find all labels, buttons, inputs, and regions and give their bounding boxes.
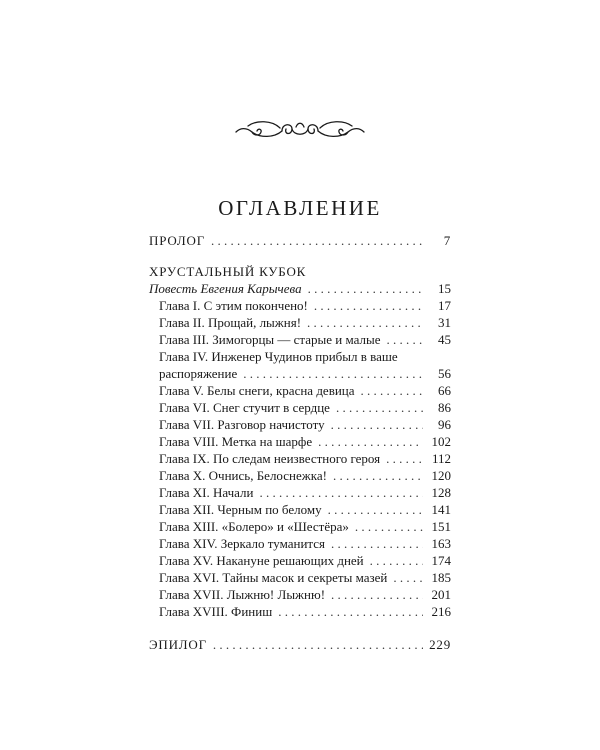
toc-chapter-10[interactable] — [159, 467, 451, 485]
toc-entry-label: Глава XIII. «Болеро» и «Шестёра» — [159, 519, 349, 534]
leader-dots — [314, 297, 423, 315]
toc-page-number: 112 — [431, 451, 451, 466]
leader-dots — [243, 365, 423, 383]
toc-page-number: 229 — [429, 637, 451, 652]
leader-dots — [328, 501, 423, 519]
toc-entry-label: Глава IX. По следам неизвестного героя — [159, 451, 381, 466]
toc-entry-label: Повесть Евгения Карычева — [149, 281, 302, 296]
flourish-ornament-icon — [230, 114, 370, 148]
toc-page-number: 151 — [431, 519, 451, 534]
page-title: ОГЛАВЛЕНИЕ — [218, 196, 382, 220]
toc-chapter-6[interactable] — [159, 399, 451, 417]
leader-dots — [318, 433, 423, 451]
leader-dots — [331, 535, 423, 553]
toc-chapter-15[interactable] — [159, 552, 451, 570]
toc-chapter-4[interactable] — [159, 365, 451, 383]
toc-page-number: 56 — [438, 366, 451, 381]
leader-dots — [336, 399, 423, 417]
toc-page-number: 45 — [438, 332, 451, 347]
toc-entry-label: Глава XV. Накануне решающих дней — [159, 553, 364, 568]
leader-dots — [213, 636, 423, 654]
toc-entry-label: Глава VI. Снег стучит в сердце — [159, 400, 330, 415]
leader-dots — [331, 416, 423, 434]
toc-chapter-12[interactable] — [159, 501, 451, 519]
leader-dots — [260, 484, 423, 502]
leader-dots — [393, 569, 423, 587]
toc-page-number: 141 — [431, 502, 451, 517]
toc-entry-label: Глава XVI. Тайны масок и секреты мазей — [159, 570, 388, 585]
toc-entry-label: Глава III. Зимогорцы — старые и малые — [159, 332, 381, 347]
toc-chapter-18[interactable] — [159, 603, 451, 621]
toc-page-number: 31 — [438, 315, 451, 330]
leader-dots — [370, 552, 423, 570]
leader-dots — [387, 331, 423, 349]
toc-entry-label: Глава V. Белы снеги, красна девица — [159, 383, 355, 398]
leader-dots — [308, 280, 423, 298]
leader-dots — [278, 603, 423, 621]
toc-chapter-16[interactable] — [159, 569, 451, 587]
toc-chapter-14[interactable] — [159, 535, 451, 553]
toc-entry-epilogue[interactable] — [149, 636, 451, 654]
toc-entry-label: Глава XIV. Зеркало туманится — [159, 536, 325, 551]
toc-entry-prologue[interactable] — [149, 232, 451, 250]
leader-dots — [211, 232, 423, 250]
toc-page-number: 163 — [431, 536, 451, 551]
toc-entry-subtitle[interactable] — [149, 280, 451, 298]
toc-chapter-3[interactable] — [159, 331, 451, 349]
toc-chapter-4-line-1[interactable]: Глава IV. Инженер Чудинов прибыл в ваше — [159, 349, 398, 364]
leader-dots — [331, 586, 423, 604]
toc-entry-label: Глава I. С этим покончено! — [159, 298, 308, 313]
toc-page-number: 15 — [438, 281, 451, 296]
toc-page-number: 201 — [431, 587, 451, 602]
toc-chapter-17[interactable] — [159, 586, 451, 604]
toc-page-number: 120 — [431, 468, 451, 483]
toc-entry-label: Глава II. Прощай, лыжня! — [159, 315, 302, 330]
toc-entry-label: ЭПИЛОГ — [149, 637, 207, 652]
toc-chapter-8[interactable] — [159, 433, 451, 451]
toc-page-number: 216 — [431, 604, 451, 619]
toc-entry-label: Глава XVIII. Финиш — [159, 604, 273, 619]
toc-page-number: 17 — [438, 298, 451, 313]
leader-dots — [386, 450, 423, 468]
leader-dots — [355, 518, 423, 536]
leader-dots — [333, 467, 423, 485]
toc-page-number: 66 — [438, 383, 451, 398]
toc-chapter-2[interactable] — [159, 314, 451, 332]
toc-part-title: ХРУСТАЛЬНЫЙ КУБОК — [149, 264, 307, 279]
leader-dots — [307, 314, 423, 332]
toc-entry-label: ПРОЛОГ — [149, 233, 206, 248]
toc-entry-label: Глава VIII. Метка на шарфе — [159, 434, 313, 449]
toc-entry-label: Глава VII. Разговор начистоту — [159, 417, 325, 432]
toc-chapter-1[interactable] — [159, 297, 451, 315]
toc-chapter-7[interactable] — [159, 416, 451, 434]
toc-entry-label: Глава XI. Начали — [159, 485, 254, 500]
toc-page-number: 128 — [431, 485, 451, 500]
toc-entry-label: распоряжение — [159, 366, 238, 381]
toc-chapter-5[interactable] — [159, 382, 451, 400]
toc-page-number: 86 — [438, 400, 451, 415]
leader-dots — [361, 382, 423, 400]
toc-page-number: 185 — [431, 570, 451, 585]
toc-page-number: 174 — [431, 553, 451, 568]
toc-chapter-11[interactable] — [159, 484, 451, 502]
toc-chapter-13[interactable] — [159, 518, 451, 536]
toc-entry-label: Глава XII. Черным по белому — [159, 502, 322, 517]
toc-chapter-9[interactable] — [159, 450, 451, 468]
toc-page-number: 96 — [438, 417, 451, 432]
toc-entry-label: Глава X. Очнись, Белоснежка! — [159, 468, 327, 483]
toc-entry-label: Глава XVII. Лыжню! Лыжню! — [159, 587, 326, 602]
toc-page-number: 102 — [431, 434, 451, 449]
toc-page-number: 7 — [443, 233, 451, 248]
